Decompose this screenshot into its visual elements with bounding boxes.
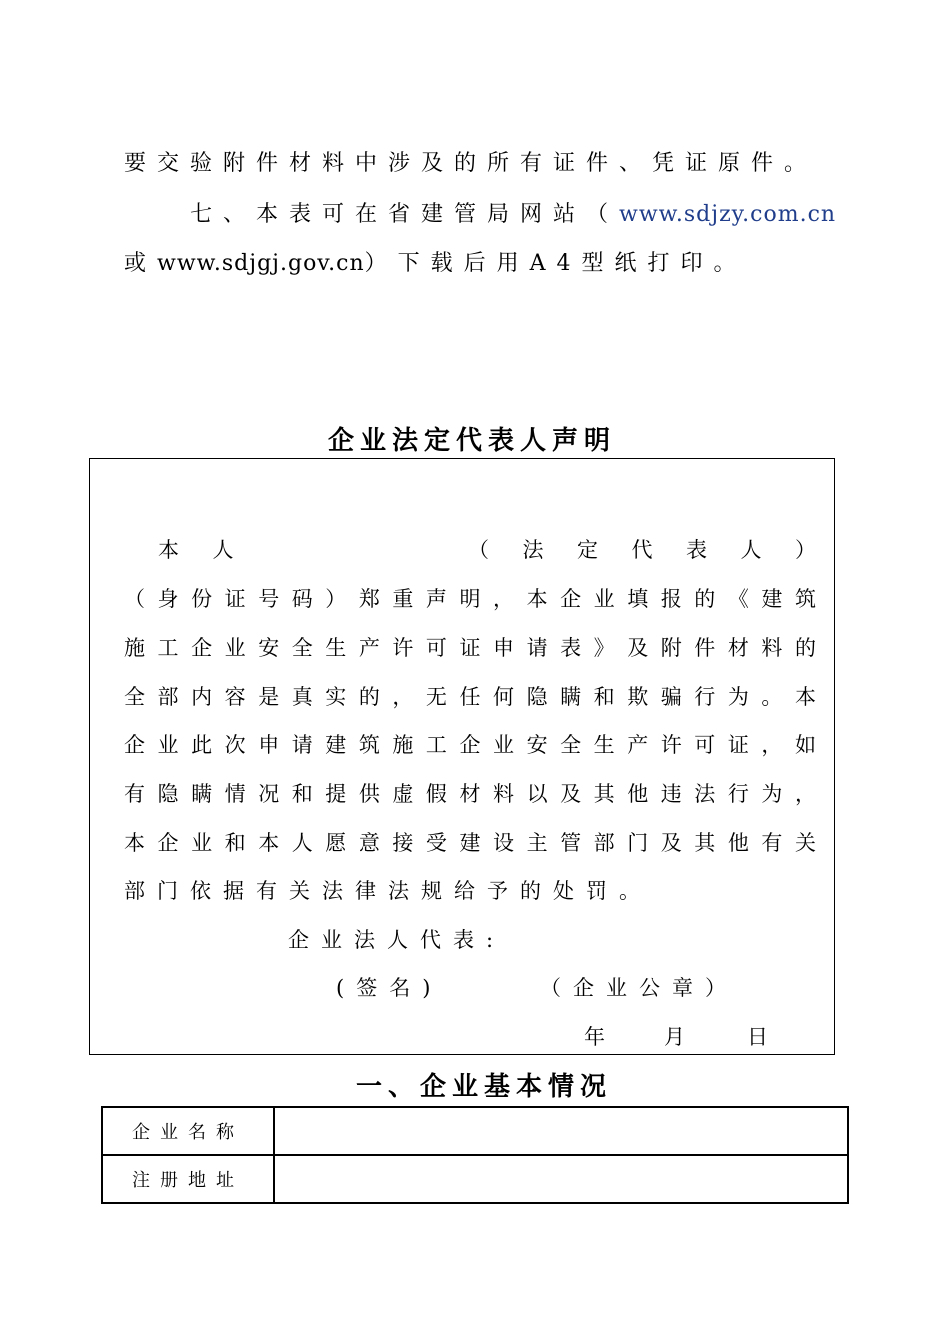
declaration-char: 表 [686,538,707,562]
declaration-char: 企 [124,733,145,757]
declaration-char: ， [794,782,816,806]
declaration-char: 筑 [794,587,816,611]
declaration-char: 和 [291,782,313,806]
intro-text-3-suffix: ）下载后用A4型纸打印。 [364,251,747,276]
declaration-char: 料 [493,782,515,806]
declaration-char: 欺 [627,685,649,709]
signature-label: (签名) [336,976,443,1000]
declaration-char: 安 [258,636,280,660]
declaration-char: 任 [459,685,481,709]
declaration-char: 此 [191,733,213,757]
declaration-char: 为 [727,685,749,709]
declaration-char: 设 [493,831,515,855]
declaration-char: 业 [493,733,515,757]
declaration-char: ， [493,587,515,611]
declaration-char: 意 [358,831,380,855]
declaration-char: 郑 [358,587,380,611]
declaration-char: 附 [660,636,682,660]
declaration-char: 他 [627,782,649,806]
declaration-char: 重 [392,587,414,611]
table-row [102,1107,848,1155]
declaration-char: 人 [740,538,762,562]
declaration-char: 请 [526,636,548,660]
declaration-char: 违 [660,782,682,806]
table-row [102,1155,848,1203]
declaration-char: 关 [794,831,816,855]
declaration-char: 人 [291,831,313,855]
declaration-char: 内 [191,685,213,709]
declaration-char: 全 [291,636,313,660]
declaration-char: 其 [593,782,615,806]
declaration-char: 隐 [526,685,548,709]
declaration-char: 本 [124,831,145,855]
declaration-char: 证 [224,587,246,611]
declaration-char: 法 [522,538,544,562]
declaration-char: 部 [593,831,615,855]
declaration-line-2 [124,583,816,613]
declaration-char: 受 [425,831,447,855]
declaration-char: 工 [157,636,179,660]
declaration-char: 接 [392,831,414,855]
declaration-char: 及 [660,831,682,855]
website-link-sdjzy[interactable]: www.sdjzy.com.cn [619,202,837,227]
declaration-char: 人 [212,538,234,562]
declaration-char: 主 [526,831,548,855]
declaration-char: 可 [694,733,716,757]
declaration-char: 是 [258,685,280,709]
declaration-char: 及 [560,782,582,806]
date-month-label: 月 [664,1025,697,1049]
declaration-char: 情 [224,782,246,806]
declaration-line-6 [124,778,816,808]
declaration-char: 报 [660,587,682,611]
declaration-char: 隐 [157,782,179,806]
declaration-char: 表 [560,636,582,660]
declaration-char: 真 [291,685,313,709]
declaration-char: 填 [627,587,649,611]
declaration-char: （ [124,587,145,611]
declaration-char: 全 [560,733,582,757]
declaration-char: 企 [191,636,213,660]
declaration-char: 企 [157,831,179,855]
declaration-char: 全 [124,685,145,709]
declaration-char: 何 [493,685,515,709]
declaration-line-7 [124,827,816,857]
declaration-char: 本 [526,587,548,611]
declaration-char: 瞒 [560,685,582,709]
declaration-char: 假 [425,782,447,806]
declaration-char: 供 [358,782,380,806]
declaration-char: 业 [224,636,246,660]
declaration-char: 行 [694,685,716,709]
declaration-char: 代 [631,538,653,562]
declaration-char: 实 [325,685,347,709]
registered-address-label: 注册地址 [102,1155,274,1203]
declaration-char: 申 [493,636,515,660]
declaration-line-1 [158,534,816,564]
declaration-char: 虚 [392,782,414,806]
legal-rep-label: 企业法人代表: [288,928,506,952]
declaration-char: 筑 [358,733,380,757]
declaration-char: ， [392,685,414,709]
declaration-char: 业 [593,587,615,611]
intro-text-2: 七、本表可在省建管局网站（ [190,202,620,227]
declaration-char: 证 [459,636,481,660]
declaration-line-5 [124,729,816,759]
declaration-char: 况 [258,782,280,806]
declaration-char: 法 [694,782,716,806]
declaration-char: ， [761,733,783,757]
intro-text-3-prefix: 或 [124,251,158,276]
declaration-char: 施 [392,733,414,757]
declaration-char: 瞒 [191,782,213,806]
company-name-field[interactable] [274,1107,848,1155]
declaration-char: 愿 [325,831,347,855]
company-name-label: 企业名称 [102,1107,274,1155]
declaration-char: 为 [761,782,783,806]
declaration-char: 份 [191,587,213,611]
declaration-char: 建 [325,733,347,757]
declaration-char: 工 [425,733,447,757]
website-url-sdjgj: www.sdjgj.gov.cn [157,251,365,276]
declaration-char: 》 [593,636,615,660]
intro-line-1 [124,146,817,177]
declaration-char: 业 [157,733,179,757]
declaration-char: 以 [526,782,548,806]
date-day-label: 日 [747,1025,780,1049]
declaration-char: 门 [627,831,649,855]
declaration-char: 明 [459,587,481,611]
declaration-char: 的 [358,685,380,709]
declaration-char: 码 [291,587,313,611]
declaration-char: 次 [224,733,246,757]
declaration-char: 。 [761,685,783,709]
declaration-title: 企业法定代表人声明 [328,426,617,456]
declaration-char: 料 [761,636,783,660]
declaration-char: 管 [560,831,582,855]
declaration-char: 产 [358,636,380,660]
declaration-char: 本 [794,685,816,709]
declaration-line-8: 部门依据有关法律法规给予的处罚。 [124,879,652,903]
declaration-char: 申 [258,733,280,757]
declaration-char: 请 [291,733,313,757]
declaration-char: 和 [593,685,615,709]
declaration-char: 可 [425,636,447,660]
declaration-char: 企 [459,733,481,757]
declaration-line-3 [124,632,816,662]
declaration-char: 安 [526,733,548,757]
declaration-char: 许 [392,636,414,660]
intro-line-3 [124,246,747,277]
declaration-line-4 [124,681,816,711]
intro-line-2 [190,197,836,228]
declaration-char: 声 [425,587,447,611]
declaration-char: （ [468,538,489,562]
declaration-char: 定 [577,538,598,562]
registered-address-field[interactable] [274,1155,848,1203]
declaration-char: 材 [459,782,481,806]
declaration-char: 容 [224,685,246,709]
declaration-char: 许 [660,733,682,757]
declaration-char: 和 [224,831,246,855]
declaration-char: 生 [325,636,347,660]
declaration-char: 号 [258,587,280,611]
declaration-char: 建 [459,831,481,855]
declaration-char: 行 [727,782,749,806]
declaration-char: 如 [794,733,816,757]
declaration-char: 他 [727,831,749,855]
declaration-char: 的 [694,587,716,611]
declaration-char: ） [325,587,347,611]
declaration-char: 《 [727,587,749,611]
declaration-char: 建 [761,587,783,611]
declaration-char: 生 [593,733,615,757]
declaration-char: ） [795,538,816,562]
declaration-char: 业 [191,831,213,855]
date-year-label: 年 [584,1025,617,1049]
declaration-char: 部 [157,685,179,709]
declaration-char: 有 [761,831,783,855]
declaration-char: 产 [627,733,649,757]
declaration-char: 本 [158,538,179,562]
declaration-char: 有 [124,782,145,806]
basic-info-table [101,1106,849,1204]
declaration-char: 材 [727,636,749,660]
company-seal-label: （企业公章） [540,976,738,1000]
declaration-char: 无 [425,685,447,709]
declaration-char: 及 [627,636,649,660]
declaration-char: 其 [694,831,716,855]
declaration-char: 的 [794,636,816,660]
declaration-char: 施 [124,636,145,660]
declaration-char: 骗 [660,685,682,709]
declaration-char: 件 [694,636,716,660]
declaration-char: 证 [727,733,749,757]
basic-info-title: 一、企业基本情况 [356,1072,613,1102]
declaration-char: 企 [560,587,582,611]
declaration-char: 本 [258,831,280,855]
intro-text-1: 要交验附件材料中涉及的所有证件、凭证原件。 [124,151,818,176]
declaration-char: 身 [157,587,179,611]
declaration-char: 提 [325,782,347,806]
